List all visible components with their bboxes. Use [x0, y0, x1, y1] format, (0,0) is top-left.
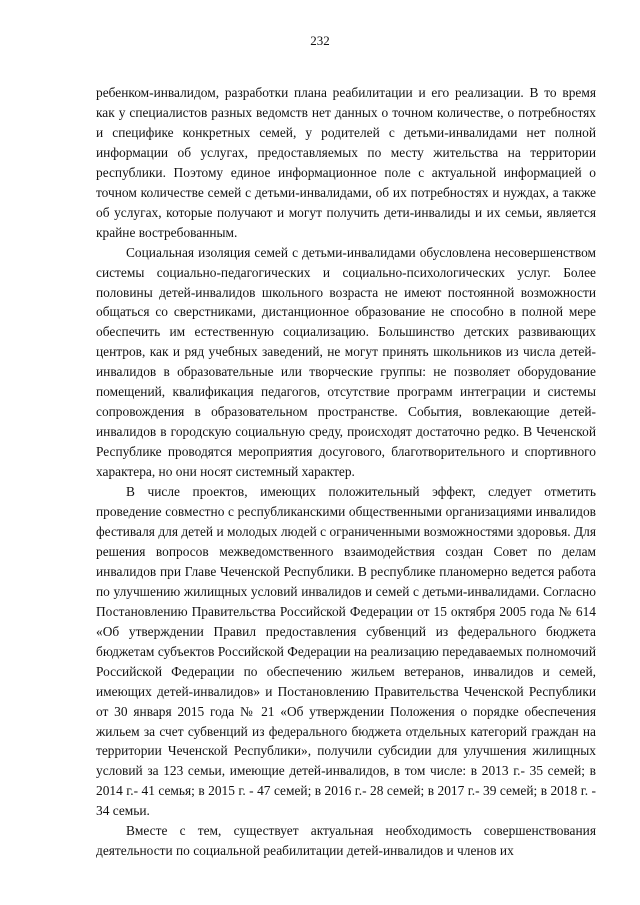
paragraph-3: В числе проектов, имеющих положительный эффект, следует отметить проведение совместно с республиканскими общественными организациями инвалидов фестиваля для детей и молодых людей с ограниченными возможностями здоровья. Для решения вопросов межведомственного взаимодействия создан Совет по делам инвалидов при Главе Чеченской Республики. В республике планомерно ведется работа по улучшению жилищных условий инвалидов и семей с детьми-инвалидами. Согласно Постановлению Правительства Российской Федерации от 15 октября 2005 года № 614 «Об утверждении Правил предоставления субвенций из федерального бюджета бюджетам субъектов Российской Федерации на реализацию передаваемых полномочий Российской Федерации по обеспечению жильем ветеранов, инвалидов и семей, имеющих детей-инвалидов» и Постановлению Правительства Чеченской Республики от 30 января 2015 года № 21 «Об утверждении Положения о порядке обеспечения жильем за счет субвенций из федерального бюджета отдельных категорий граждан на территории Чеченской Республики», получили субсидии для улучшения жилищных условий за 123 семьи, имеющие детей-инвалидов, в том числе: в 2013 г.- 35 семей; в 2014 г.- 41 семья; в 2015 г. - 47 семей; в 2016 г.- 28 семей; в 2017 г.- 39 семей; в 2018 г. - 34 семьи.	[96, 484, 596, 819]
paragraph-4: Вместе с тем, существует актуальная необходимость совершенствования деятельности по социальной реабилитации детей-инвалидов и членов их	[96, 823, 596, 859]
body-text	[96, 83, 596, 861]
page-number: 232	[310, 33, 330, 48]
paragraph-2: Социальная изоляция семей с детьми-инвалидами обусловлена несовершенством системы социально-педагогических и социально-психологических услуг. Более половины детей-инвалидов школьного возраста не имеют постоянной возможности общаться со сверстниками, дистанционное образование не способно в полной мере обеспечить им естественную социализацию. Большинство детских развивающих центров, как и ряд учебных заведений, не могут принять школьников из числа детей-инвалидов в образовательные или творческие группы: не позволяет оборудование помещений, квалификация педагогов, отсутствие программ интеграции и системы сопровождения в образовательном пространстве. События, вовлекающие детей-инвалидов в городскую социальную среду, происходят достаточно редко. В Чеченской Республике проводятся мероприятия досугового, благотворительного и спортивного характера, но они носят системный характер.	[96, 244, 596, 480]
paragraph-1: ребенком-инвалидом, разработки плана реабилитации и его реализации. В то время как у специалистов разных ведомств нет данных о точном количестве, о потребностях и специфике конкретных семей, у родителей с детьми-инвалидами нет полной информации об услугах, предоставляемых по месту жительства на территории республики. Поэтому единое информационное поле с актуальной информацией о точном количестве семей с детьми-инвалидами, об их потребностях и нуждах, а также об услугах, которые получают и могут получить дети-инвалиды и их семьи, является крайне востребованным.	[96, 85, 596, 240]
